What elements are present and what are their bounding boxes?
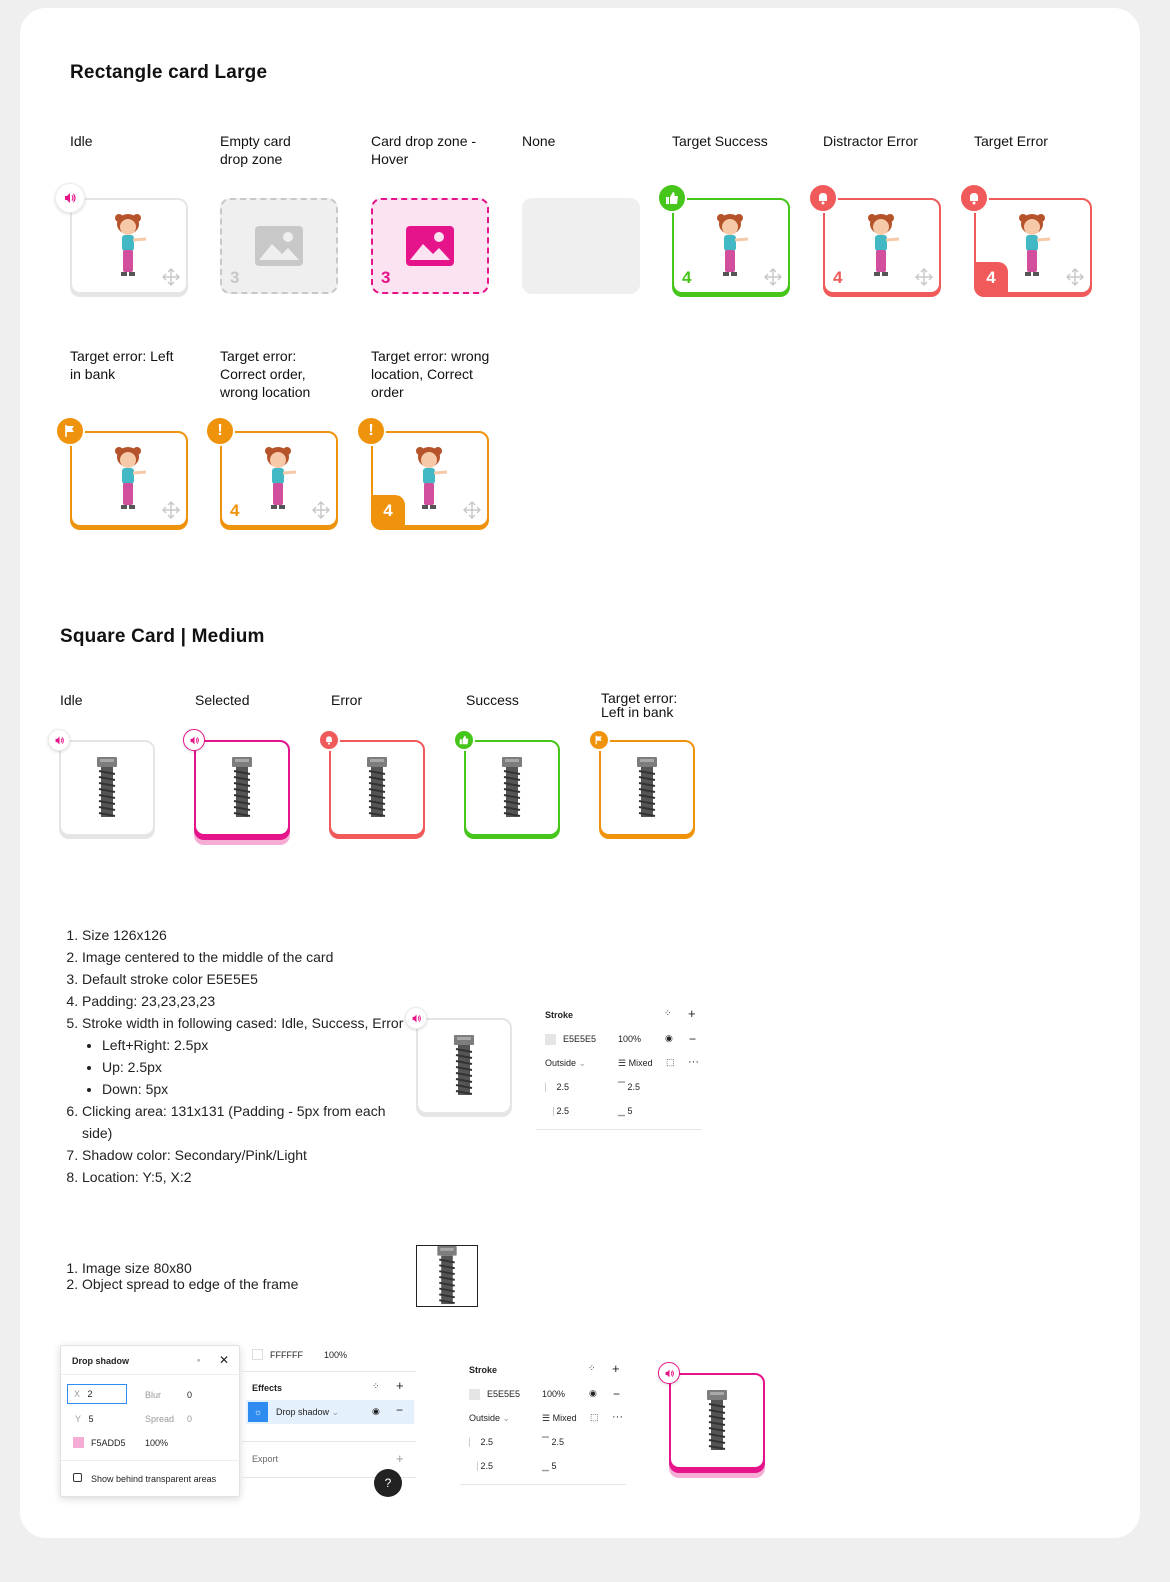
stroke-right-field[interactable] [469,1461,493,1472]
spec-sub-item: • Down: 5px [102,1078,404,1100]
card-number: 4 [230,501,240,520]
state-label-distractor-error: Distractor Error [823,133,918,149]
square-section-title: Square Card | Medium [60,626,265,647]
close-icon[interactable]: ✕ [219,1353,230,1367]
left-border-icon: ⎸ [545,1082,555,1092]
state-label-target-error: Target Error [974,133,1048,149]
x-value: 2 [87,1389,93,1399]
export-label[interactable]: Export [252,1454,279,1464]
audio-icon[interactable] [658,1362,680,1384]
stroke-weight-value: Mixed [552,1413,577,1423]
effects-title: Effects [252,1383,283,1393]
divider [61,1460,241,1461]
rect-card-drop-zone-hover[interactable] [371,198,489,294]
stroke-position-value: Outside [545,1058,577,1068]
drag-handle-icon[interactable] [915,268,933,286]
spec-item: 8. Location: Y:5, X:2 [82,1166,404,1188]
rect-card-distractor-error[interactable] [823,198,941,294]
stroke-opacity[interactable]: 100% [542,1389,566,1399]
audio-icon[interactable] [405,1007,427,1029]
square-label-success: Success [466,692,519,708]
chevron-down-icon: ⌄ [331,1407,340,1417]
spec-list [64,924,404,1188]
rect-card-target-error[interactable] [974,198,1092,294]
state-label-idle: Idle [70,133,93,149]
stroke-top-field[interactable] [542,1437,564,1448]
rect-card-left-in-bank[interactable] [70,431,188,527]
lines-icon: ☰ [618,1058,627,1068]
square-label-selected: Selected [195,692,250,708]
drop-shadow-panel [60,1345,240,1497]
shadow-color-value[interactable]: F5ADD5 [91,1438,126,1448]
stroke-bottom-field[interactable] [542,1461,556,1472]
square-card-left-in-bank[interactable] [599,740,695,836]
help-button[interactable]: ? [374,1469,402,1497]
stroke-panel [536,1006,702,1130]
stroke-left-value: 2.5 [480,1437,494,1447]
state-label-drop-hover: Card drop zone - Hover [371,133,477,167]
image-spec-list [64,1260,298,1292]
screw-image [501,757,523,819]
grid-icon[interactable]: ⁘ [588,1363,596,1373]
show-behind-checkbox[interactable] [73,1473,82,1482]
stroke-panel-title: Stroke [545,1010,574,1020]
stroke-left-field[interactable] [545,1082,569,1093]
thumbs-up-icon [657,183,687,213]
flag-icon [55,416,85,446]
state-label-empty-drop: Empty card drop zone [220,133,291,167]
stroke-weight-value: Mixed [628,1058,653,1068]
rect-card-idle[interactable] [70,198,188,294]
stroke-weight-select[interactable] [618,1058,653,1069]
rect-card-none [522,198,640,294]
audio-icon[interactable] [183,729,205,751]
stroke-top-value: 2.5 [551,1437,564,1447]
stroke-right-value: 2.5 [556,1106,570,1116]
girl-image [405,443,455,519]
blur-input[interactable]: 0 [187,1390,193,1400]
drag-handle-icon[interactable] [463,501,481,519]
screw-image [231,757,253,819]
y-input[interactable] [75,1414,94,1424]
spread-label: Spread [145,1414,175,1424]
rect-card-target-success[interactable] [672,198,790,294]
spec-item-text: Stroke width in following cased: Idle, Success, Error [82,1015,404,1031]
drop-zone-number: 3 [381,268,391,287]
card-number-box: 4 [371,495,405,527]
girl-image [706,210,756,286]
top-border-icon: ▔ [542,1437,549,1447]
bottom-border-icon: ▁ [618,1106,625,1116]
stroke-top-field[interactable] [618,1082,640,1093]
fill-color-value[interactable]: FFFFFF [270,1350,303,1360]
rect-section-title: Rectangle card Large [70,62,268,83]
square-card-idle[interactable] [59,740,155,836]
stroke-panel-2 [460,1361,626,1485]
screw-image [636,757,658,819]
remove-icon[interactable]: − [613,1387,621,1401]
flag-icon [588,729,610,751]
card-number: 4 [833,268,843,287]
spec-item: 4. Padding: 23,23,23,23 [82,990,404,1012]
fill-swatch[interactable] [252,1349,263,1360]
shadow-opacity[interactable]: 100% [145,1438,169,1448]
exclamation-icon: ! [205,416,235,446]
spec-item: 3. Default stroke color E5E5E5 [82,968,404,990]
spec-item: 2. Image centered to the middle of the card [82,946,404,968]
grid-icon[interactable]: ⁘ [664,1008,672,1018]
drop-zone-number: 3 [230,268,240,287]
add-effect-icon[interactable]: + [396,1378,404,1393]
image-spec-item: 2. Object spread to edge of the frame [82,1276,298,1292]
remove-icon[interactable]: − [396,1403,404,1417]
chevron-down-icon: ⌄ [578,1058,587,1068]
stroke-bottom-value: 5 [627,1106,633,1116]
stroke-left-value: 2.5 [556,1082,570,1092]
exclamation-icon: ! [356,416,386,446]
square-card-selected[interactable] [194,740,290,836]
stroke-right-field[interactable] [545,1106,569,1117]
divider [242,1371,416,1372]
bell-icon [318,729,340,751]
top-border-icon: ▔ [618,1082,625,1092]
eye-icon[interactable]: ◉ [372,1406,380,1416]
divider [242,1441,416,1442]
screw-image [96,757,118,819]
screw-image [436,1246,458,1306]
state-label-target-success: Target Success [672,133,768,149]
left-border-icon: ⎸ [469,1437,479,1447]
screw-image [453,1035,475,1097]
square-label-error: Error [331,692,363,708]
more-icon[interactable]: ··· [688,1056,699,1068]
more-icon[interactable]: ··· [612,1411,623,1423]
thumbs-up-icon [453,729,475,751]
color-swatch[interactable] [469,1389,480,1400]
color-swatch[interactable] [545,1034,556,1045]
image-frame [416,1245,478,1307]
rect-card-wrong-location-correct-order[interactable] [371,431,489,527]
drag-handle-icon[interactable] [764,268,782,286]
design-spec-sheet [20,8,1140,1538]
spec-sub-item: • Up: 2.5px [102,1056,404,1078]
x-label: X [74,1389,81,1399]
stroke-left-field[interactable] [469,1437,493,1448]
image-placeholder-icon [406,226,454,266]
girl-image [857,210,907,286]
card-number: 4 [682,268,692,287]
girl-image [1008,210,1058,286]
rect-card-empty-drop-zone[interactable] [220,198,338,294]
drag-handle-icon[interactable] [162,501,180,519]
fill-opacity[interactable]: 100% [324,1350,348,1360]
stroke-bottom-value: 5 [551,1461,557,1471]
square-card-success[interactable] [464,740,560,836]
final-example-card[interactable] [669,1373,765,1469]
square-label-idle: Idle [60,692,83,708]
state-label-wrong-location-correct-order: Target error: wrong location, Correct order [371,348,490,400]
bell-icon [808,183,838,213]
eye-icon[interactable]: ◉ [589,1388,597,1398]
shadow-color-swatch[interactable] [73,1437,84,1448]
image-spec-item: 1. Image size 80x80 [82,1260,298,1276]
effect-name-text: Drop shadow [276,1407,330,1417]
y-label: Y [75,1414,82,1424]
blur-label: Blur [145,1390,162,1400]
spec-item-stroke [82,1012,404,1100]
individual-strokes-icon[interactable]: ⬚ [590,1412,599,1422]
lines-icon: ☰ [542,1413,551,1423]
stroke-color-row[interactable] [545,1034,556,1045]
rect-card-correct-order-wrong-location[interactable] [220,431,338,527]
spread-input[interactable]: 0 [187,1414,193,1424]
individual-strokes-icon[interactable]: ⬚ [666,1057,675,1067]
state-label-correct-order-wrong-location: Target error: Correct order, wrong location [220,348,311,400]
stroke-top-value: 2.5 [627,1082,640,1092]
spec-sub-item: • Left+Right: 2.5px [102,1034,404,1056]
stroke-position-select[interactable] [545,1058,586,1069]
effects-panel [242,1345,416,1497]
square-card-error[interactable] [329,740,425,836]
divider [61,1374,241,1375]
spec-example-card[interactable] [416,1018,512,1114]
stroke-color-value[interactable]: E5E5E5 [487,1389,521,1399]
effect-name[interactable] [276,1407,339,1418]
add-icon[interactable]: + [612,1361,620,1376]
square-label-left-in-bank: Target error: Left in bank [601,690,678,720]
drop-shadow-title: Drop shadow [72,1356,130,1366]
state-label-none: None [522,133,556,149]
grid-icon[interactable]: ⁘ [372,1381,380,1391]
girl-image [104,443,154,519]
stroke-bottom-field[interactable] [618,1106,632,1117]
drag-handle-icon[interactable] [312,501,330,519]
drag-handle-icon[interactable] [162,268,180,286]
card-number-box: 4 [974,262,1008,294]
sun-icon[interactable]: ☼ [248,1402,268,1422]
right-border-icon: ⎹ [545,1106,555,1116]
screw-image [366,757,388,819]
stroke-color-row[interactable] [469,1389,480,1400]
drag-handle-icon[interactable] [1066,268,1084,286]
effect-row-drop-shadow[interactable] [246,1400,414,1424]
girl-image [254,443,304,519]
remove-icon[interactable]: − [689,1032,697,1046]
audio-icon[interactable] [48,729,70,751]
add-icon[interactable]: + [688,1006,696,1021]
stroke-opacity[interactable]: 100% [618,1034,642,1044]
audio-icon[interactable] [55,183,85,213]
add-export-icon[interactable]: + [396,1451,404,1466]
image-placeholder-icon [255,226,303,266]
right-border-icon: ⎹ [469,1461,479,1471]
stroke-weight-select[interactable] [542,1413,577,1424]
stroke-position-select[interactable] [469,1413,510,1424]
x-input[interactable] [67,1384,127,1404]
y-value: 5 [88,1414,94,1424]
style-icon[interactable]: ◦ [197,1355,201,1365]
bottom-border-icon: ▁ [542,1461,549,1471]
spec-item: 6. Clicking area: 131x131 (Padding - 5px from each side) [82,1100,404,1144]
screw-image [706,1390,728,1452]
spec-item: 7. Shadow color: Secondary/Pink/Light [82,1144,404,1166]
stroke-right-value: 2.5 [480,1461,494,1471]
spec-item: 1. Size 126x126 [82,924,404,946]
eye-icon[interactable]: ◉ [665,1033,673,1043]
bell-icon [959,183,989,213]
show-behind-label: Show behind transparent areas [91,1474,217,1484]
stroke-color-value[interactable]: E5E5E5 [563,1034,597,1044]
girl-image [104,210,154,286]
state-label-left-in-bank: Target error: Left in bank [70,348,174,382]
stroke-panel-title: Stroke [469,1365,498,1375]
chevron-down-icon: ⌄ [502,1413,511,1423]
stroke-position-value: Outside [469,1413,501,1423]
